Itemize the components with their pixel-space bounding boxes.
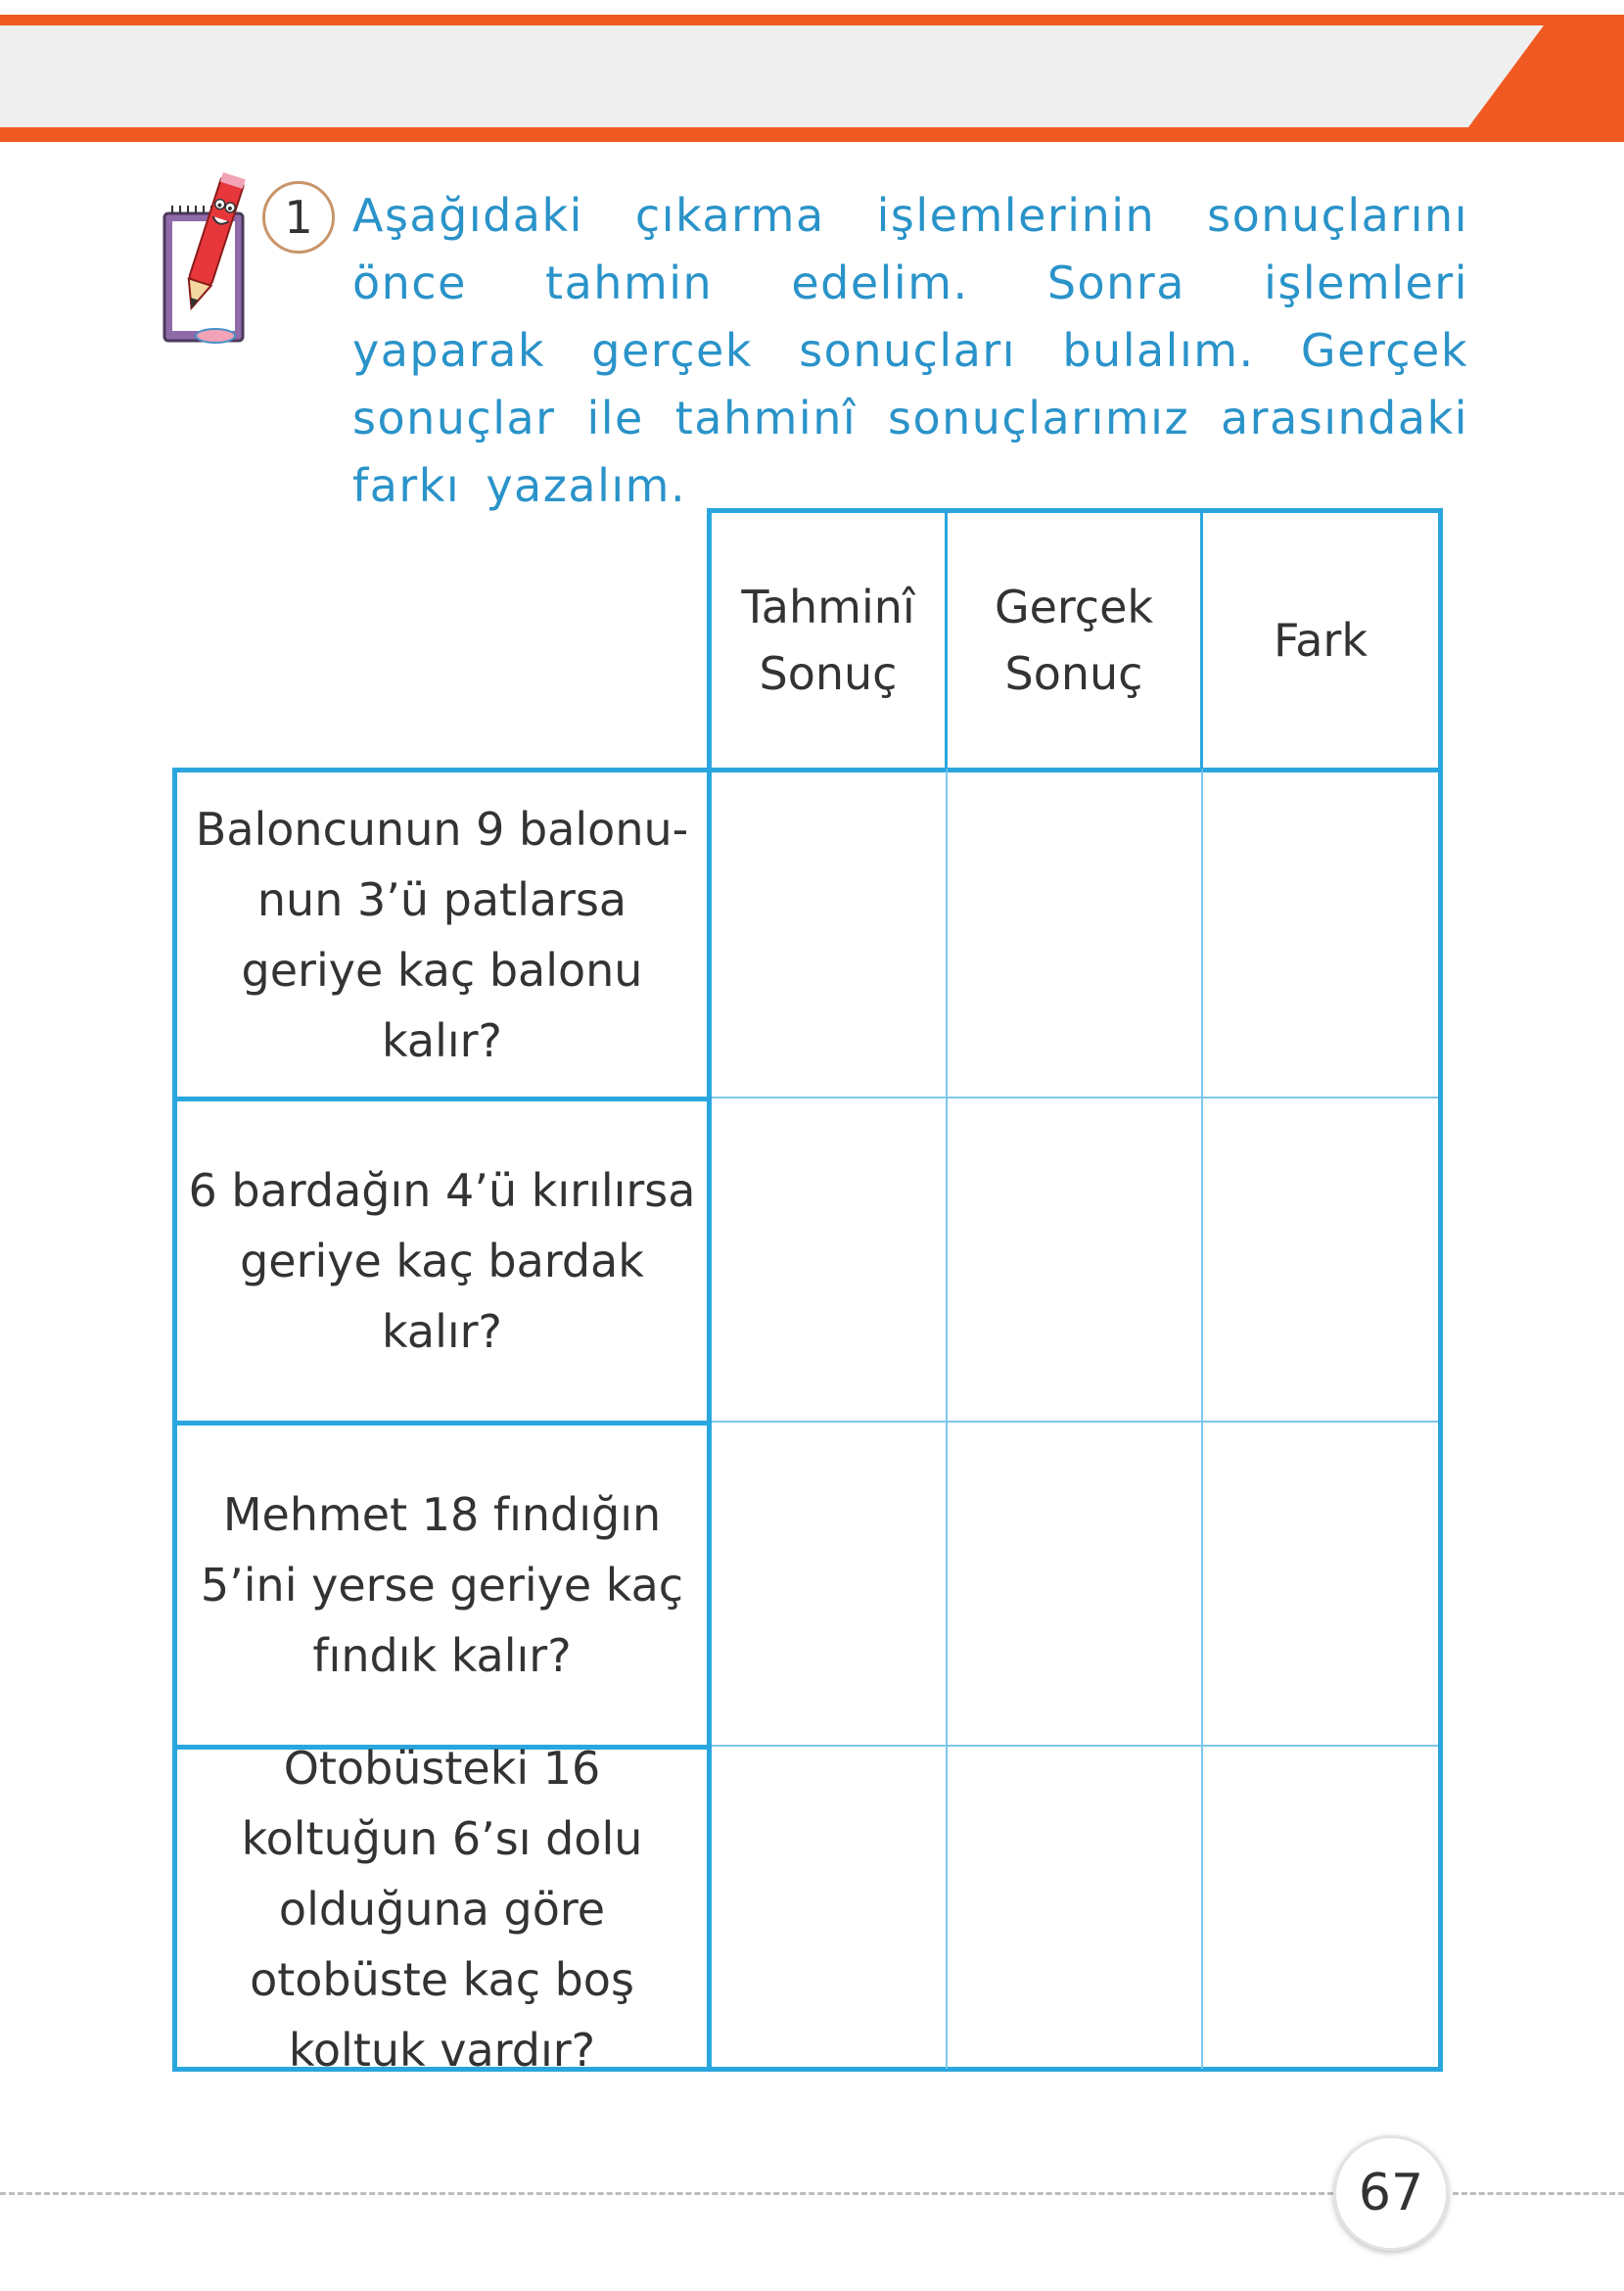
column-header-difference: Fark bbox=[1274, 614, 1368, 667]
estimate-answer-cell[interactable] bbox=[712, 1421, 948, 1745]
table-row bbox=[177, 1421, 1438, 1745]
difference-answer-cell[interactable] bbox=[1203, 768, 1438, 1097]
question-cell: Otobüsteki 16 koltuğun 6’sı dolu olduğuna göre otobüste kaç boş koltuk vardır? bbox=[177, 1745, 712, 2069]
question-cell: Mehmet 18 fındığın 5’ini yerse geriye kaç fındık kalır? bbox=[177, 1421, 712, 1745]
question-number-badge: 1 bbox=[262, 181, 335, 254]
top-banner bbox=[0, 0, 1624, 142]
estimate-answer-cell[interactable] bbox=[712, 1745, 948, 2069]
actual-answer-cell[interactable] bbox=[948, 1097, 1203, 1421]
table-row bbox=[177, 1742, 1438, 2077]
question-cell: 6 bardağın 4’ü kırılırsa geriye kaç bardak kalır? bbox=[177, 1097, 712, 1421]
actual-answer-cell[interactable] bbox=[948, 1421, 1203, 1745]
column-header-actual: Gerçek Sonuç bbox=[948, 513, 1203, 768]
difference-answer-cell[interactable] bbox=[1203, 1097, 1438, 1421]
estimate-answer-cell[interactable] bbox=[712, 1097, 948, 1421]
footer-dashed-line bbox=[1453, 2192, 1624, 2195]
question-cell: Baloncunun 9 balonu-nun 3’ü patlarsa geriye kaç balonu kalır? bbox=[177, 768, 712, 1097]
estimate-answer-cell[interactable] bbox=[712, 768, 948, 1097]
actual-answer-cell[interactable] bbox=[948, 1745, 1203, 2069]
column-header-estimate: Tahminî Sonuç bbox=[712, 513, 948, 768]
actual-answer-cell[interactable] bbox=[948, 768, 1203, 1097]
table-row bbox=[177, 772, 1438, 1097]
difference-answer-cell[interactable] bbox=[1203, 1745, 1438, 2069]
table-header bbox=[707, 508, 1443, 768]
table-row bbox=[177, 1097, 1438, 1421]
instruction-text: Aşağıdaki çıkarma işlemlerinin sonuçlarını önce tahmin edelim. Sonra işlemleri yaparak gerçek sonuçları bulalım. Gerçek sonuçlar ile tahminî sonuçlarımız arasındaki farkı yazalım. bbox=[352, 189, 1468, 512]
answer-table bbox=[172, 768, 1443, 2077]
difference-answer-cell[interactable] bbox=[1203, 1421, 1438, 1745]
footer-dashed-line bbox=[0, 2192, 1333, 2195]
pencil-mascot-icon bbox=[157, 164, 255, 355]
page-number: 67 bbox=[1333, 2135, 1449, 2251]
